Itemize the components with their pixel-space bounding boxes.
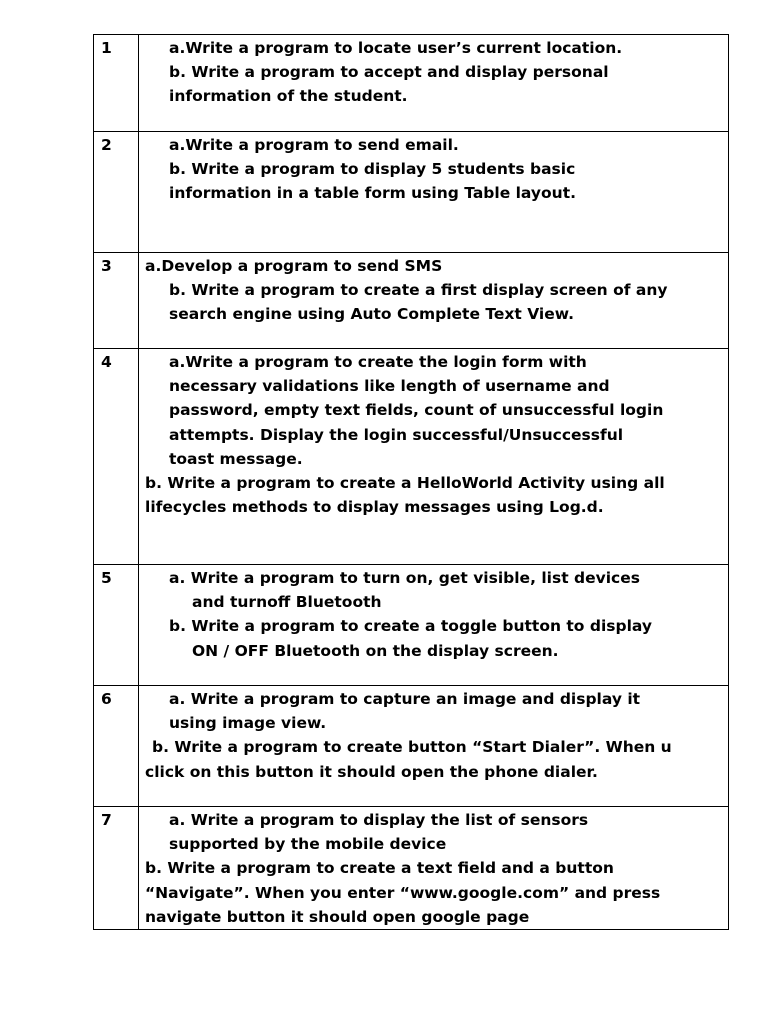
description-line: necessary validations like length of username and <box>169 377 610 396</box>
table-row <box>94 565 729 686</box>
row-number: 1 <box>94 35 139 132</box>
description-line: toast message. <box>169 449 303 468</box>
row-number: 2 <box>94 132 139 253</box>
row-description <box>139 253 729 349</box>
description-line: navigate button it should open google page <box>145 907 530 926</box>
description-line: a.Write a program to locate user’s current location. <box>169 39 623 57</box>
description-line: attempts. Display the login successful/Unsuccessful <box>169 425 624 444</box>
table-row <box>94 349 729 565</box>
row-number: 5 <box>94 565 139 686</box>
row-description <box>139 35 729 132</box>
row-description <box>139 349 729 565</box>
description-line: b. Write a program to create a toggle button to display <box>169 617 652 636</box>
table-row <box>94 35 729 132</box>
row-number: 6 <box>94 686 139 807</box>
description-line: a.Develop a program to send SMS <box>145 257 443 275</box>
description-line: a. Write a program to capture an image and display it <box>169 690 641 708</box>
row-description <box>139 132 729 253</box>
description-line: b. Write a program to create button “Start Dialer”. When u <box>152 738 672 757</box>
description-line: and turnoff Bluetooth <box>192 593 382 612</box>
row-description <box>139 565 729 686</box>
description-line: information in a table form using Table layout. <box>169 184 576 203</box>
description-line: using image view. <box>169 714 327 733</box>
row-number: 4 <box>94 349 139 565</box>
description-line: password, empty text fields, count of unsuccessful login <box>169 401 664 420</box>
description-line: b. Write a program to accept and display personal <box>169 63 609 82</box>
table-row <box>94 686 729 807</box>
table-row <box>94 253 729 349</box>
description-line: supported by the mobile device <box>169 835 447 854</box>
description-line: ON / OFF Bluetooth on the display screen. <box>192 641 559 660</box>
description-line: a.Write a program to create the login form with <box>169 353 587 371</box>
description-line: b. Write a program to create a text field and a button <box>145 859 614 878</box>
row-number: 7 <box>94 807 139 930</box>
description-line: information of the student. <box>169 87 408 106</box>
description-line: lifecycles methods to display messages using Log.d. <box>145 498 604 517</box>
table-row <box>94 807 729 930</box>
row-description <box>139 807 729 930</box>
description-line: a. Write a program to display the list of sensors <box>169 811 589 829</box>
row-number: 3 <box>94 253 139 349</box>
description-line: search engine using Auto Complete Text View. <box>169 305 574 324</box>
description-line: “Navigate”. When you enter “www.google.com” and press <box>145 883 661 902</box>
description-line: b. Write a program to display 5 students basic <box>169 160 576 179</box>
description-line: b. Write a program to create a HelloWorld Activity using all <box>145 474 665 493</box>
description-line: a. Write a program to turn on, get visible, list devices <box>169 569 640 587</box>
description-line: click on this button it should open the phone dialer. <box>145 762 598 781</box>
description-line: b. Write a program to create a first display screen of any <box>169 281 668 300</box>
practicals-table <box>93 34 729 930</box>
table-row <box>94 132 729 253</box>
description-line: a.Write a program to send email. <box>169 136 459 154</box>
row-description <box>139 686 729 807</box>
